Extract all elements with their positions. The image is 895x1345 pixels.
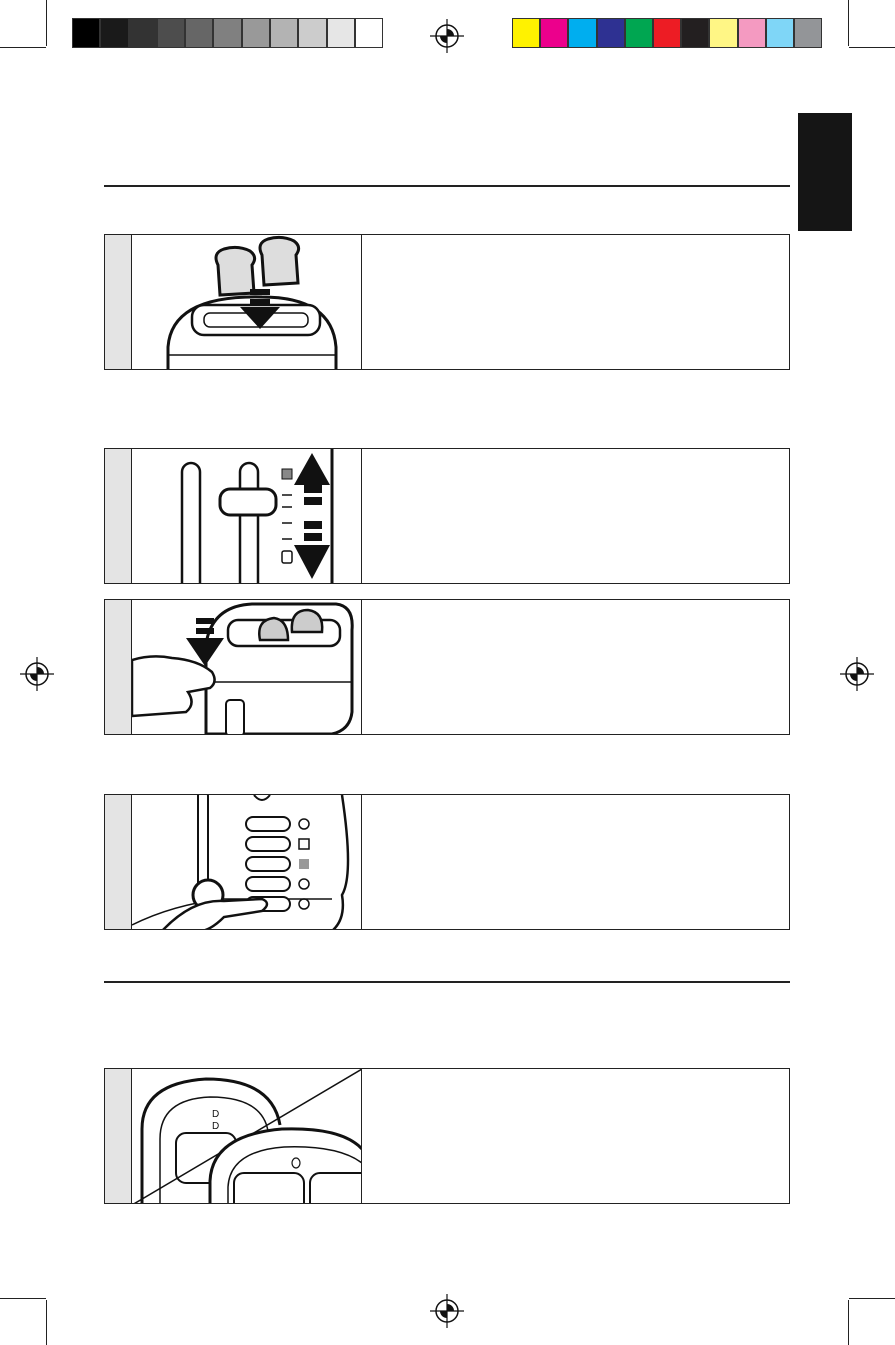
function-button-group	[246, 817, 309, 911]
grayscale-color-bar	[72, 18, 383, 48]
color-swatch	[625, 18, 653, 48]
color-swatch	[72, 18, 100, 48]
process-color-bar	[512, 18, 822, 48]
step-shade-lever	[104, 448, 790, 584]
step-number-cell	[105, 449, 132, 583]
step-number-cell	[105, 1069, 132, 1203]
illustration-slot-top-views	[132, 1069, 362, 1203]
color-swatch	[213, 18, 241, 48]
step-text	[363, 1069, 789, 1203]
step-number-cell	[105, 795, 132, 929]
hand-icon	[162, 899, 267, 929]
illustration-bread-into-slots	[132, 235, 362, 369]
color-swatch	[100, 18, 128, 48]
step-press-lever	[104, 599, 790, 735]
step-text	[363, 795, 789, 929]
color-swatch	[794, 18, 822, 48]
color-swatch	[681, 18, 709, 48]
color-swatch	[653, 18, 681, 48]
color-swatch	[129, 18, 157, 48]
color-swatch	[568, 18, 596, 48]
registration-target-icon	[18, 655, 56, 693]
color-swatch	[327, 18, 355, 48]
step-text	[363, 235, 789, 369]
color-swatch	[709, 18, 737, 48]
color-swatch	[185, 18, 213, 48]
hand-icon	[132, 656, 215, 716]
color-swatch	[540, 18, 568, 48]
bread-slice-icon	[216, 237, 299, 295]
section-divider	[104, 981, 790, 983]
arrow-icon	[294, 453, 330, 579]
step-text	[363, 449, 789, 583]
color-swatch	[242, 18, 270, 48]
language-tab	[798, 113, 852, 231]
color-swatch	[298, 18, 326, 48]
color-swatch	[766, 18, 794, 48]
section-divider	[104, 185, 790, 187]
color-swatch	[157, 18, 185, 48]
svg-text:D: D	[212, 1121, 220, 1132]
registration-target-icon	[838, 655, 876, 693]
color-swatch	[270, 18, 298, 48]
illustration-browning-lever	[132, 449, 362, 583]
illustration-lower-carriage-lever	[132, 600, 362, 734]
illustration-function-buttons	[132, 795, 362, 929]
step-toaster-top	[104, 1068, 790, 1204]
step-text	[363, 600, 789, 734]
bread-slice-icon	[282, 551, 292, 563]
color-swatch	[738, 18, 766, 48]
svg-text:D: D	[212, 1109, 220, 1120]
registration-target-icon	[428, 17, 466, 55]
color-swatch	[597, 18, 625, 48]
color-swatch	[512, 18, 540, 48]
step-select-function	[104, 794, 790, 930]
registration-target-icon	[428, 1292, 466, 1330]
step-insert-bread	[104, 234, 790, 370]
step-number-cell	[105, 235, 132, 369]
color-swatch	[355, 18, 383, 48]
step-number-cell	[105, 600, 132, 734]
